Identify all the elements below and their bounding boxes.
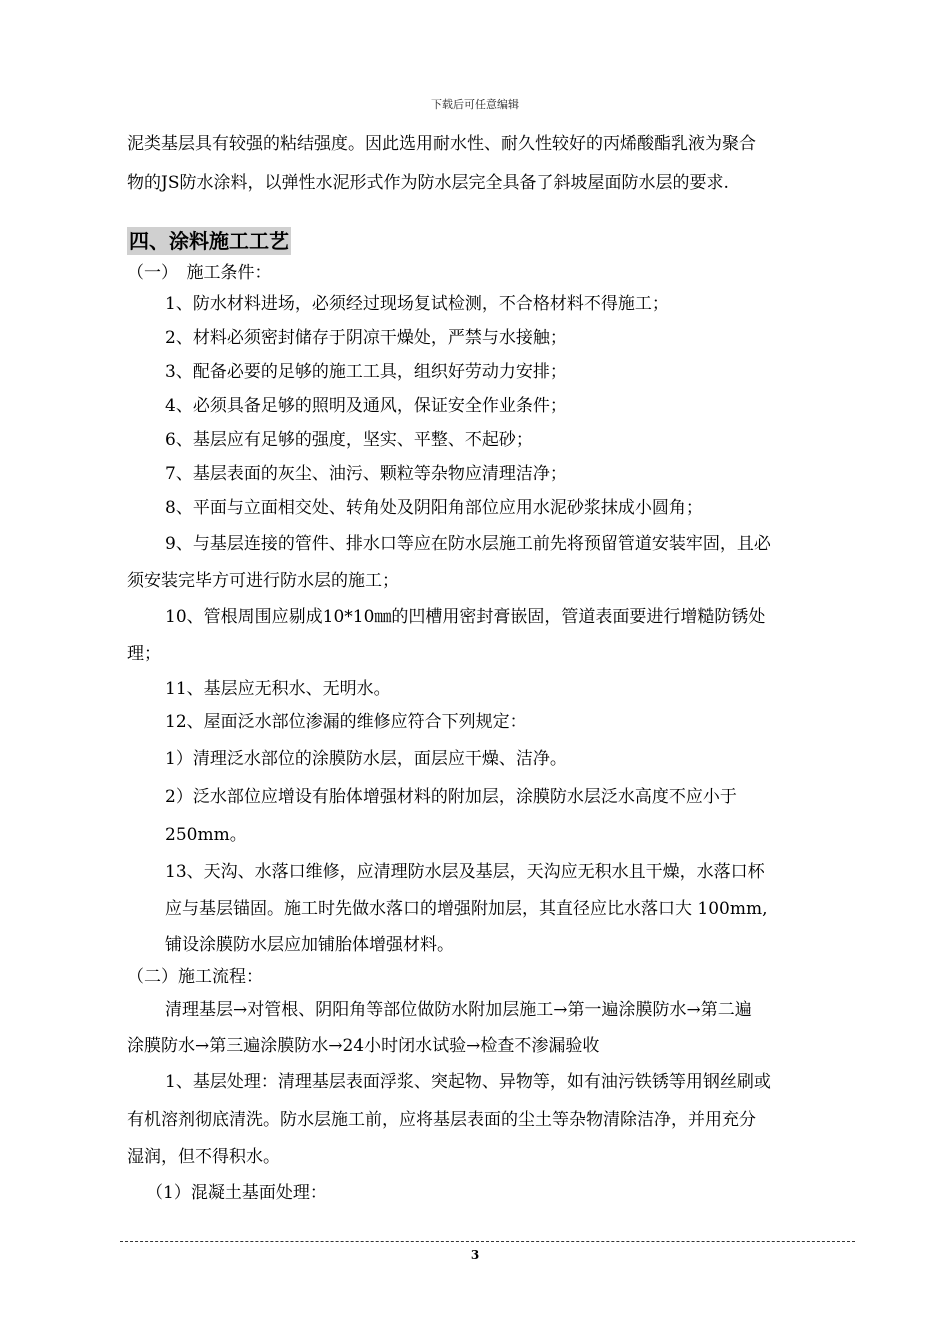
subsection-title: （二）施工流程： bbox=[127, 967, 263, 987]
footer-divider bbox=[120, 1241, 855, 1242]
page-header: 下载后可任意编辑 bbox=[431, 98, 519, 111]
list-item: 1）清理泛水部位的涂膜防水层，面层应干燥、洁净。 bbox=[165, 749, 567, 769]
list-item-continued: 须安装完毕方可进行防水层的施工； bbox=[127, 571, 399, 591]
paragraph-line: 物的JS防水涂料，以弹性水泥形式作为防水层完全具备了斜坡屋面防水层的要求. bbox=[127, 173, 729, 193]
list-item: 8、平面与立面相交处、转角处及阴阳角部位应用水泥砂浆抹成小圆角； bbox=[165, 498, 703, 518]
list-item-continued: 铺设涂膜防水层应加铺胎体增强材料。 bbox=[165, 935, 454, 955]
list-item: 1、防水材料进场，必须经过现场复试检测，不合格材料不得施工； bbox=[165, 294, 669, 314]
list-item-continued: 理； bbox=[127, 644, 161, 664]
list-item: 9、与基层连接的管件、排水口等应在防水层施工前先将预留管道安装牢固，且必 bbox=[165, 534, 771, 554]
list-item: 12、屋面泛水部位渗漏的维修应符合下列规定： bbox=[165, 712, 527, 732]
list-item-continued: 250mm。 bbox=[165, 825, 247, 845]
list-item: 11、基层应无积水、无明水。 bbox=[165, 679, 391, 699]
section-heading: 四、涂料施工工艺 bbox=[129, 229, 289, 253]
list-item: 10、管根周围应剔成10*10㎜的凹槽用密封膏嵌固，管道表面要进行增糙防锈处 bbox=[165, 607, 766, 627]
list-item: 6、基层应有足够的强度，坚实、平整、不起砂； bbox=[165, 430, 533, 450]
list-item-continued: 应与基层锚固。施工时先做水落口的增强附加层，其直径应比水落口大 100mm, bbox=[165, 899, 768, 919]
list-item: 13、天沟、水落口维修，应清理防水层及基层，天沟应无积水且干燥，水落口杯 bbox=[165, 862, 765, 882]
paragraph-line: 1、基层处理：清理基层表面浮浆、突起物、异物等，如有油污铁锈等用钢丝刷或 bbox=[165, 1072, 771, 1092]
list-item: 2、材料必须密封储存于阴凉干燥处，严禁与水接触； bbox=[165, 328, 567, 348]
paragraph-line: 涂膜防水→第三遍涂膜防水→24小时闭水试验→检查不渗漏验收 bbox=[127, 1036, 600, 1056]
list-item: 2）泛水部位应增设有胎体增强材料的附加层，涂膜防水层泛水高度不应小于 bbox=[165, 787, 737, 807]
page-number: 3 bbox=[470, 1248, 480, 1262]
paragraph-line: （1）混凝土基面处理： bbox=[146, 1183, 327, 1203]
paragraph-line: 清理基层→对管根、阴阳角等部位做防水附加层施工→第一遍涂膜防水→第二遍 bbox=[165, 1000, 752, 1020]
list-item: 7、基层表面的灰尘、油污、颗粒等杂物应清理洁净； bbox=[165, 464, 567, 484]
paragraph-line: 泥类基层具有较强的粘结强度。因此选用耐水性、耐久性较好的丙烯酸酯乳液为聚合 bbox=[127, 134, 756, 154]
list-item: 4、必须具备足够的照明及通风，保证安全作业条件； bbox=[165, 396, 567, 416]
paragraph-line: 湿润，但不得积水。 bbox=[127, 1147, 280, 1167]
subsection-title: （一） 施工条件： bbox=[127, 263, 272, 283]
list-item: 3、配备必要的足够的施工工具，组织好劳动力安排； bbox=[165, 362, 567, 382]
paragraph-line: 有机溶剂彻底清洗。防水层施工前，应将基层表面的尘土等杂物清除洁净，并用充分 bbox=[127, 1110, 756, 1130]
